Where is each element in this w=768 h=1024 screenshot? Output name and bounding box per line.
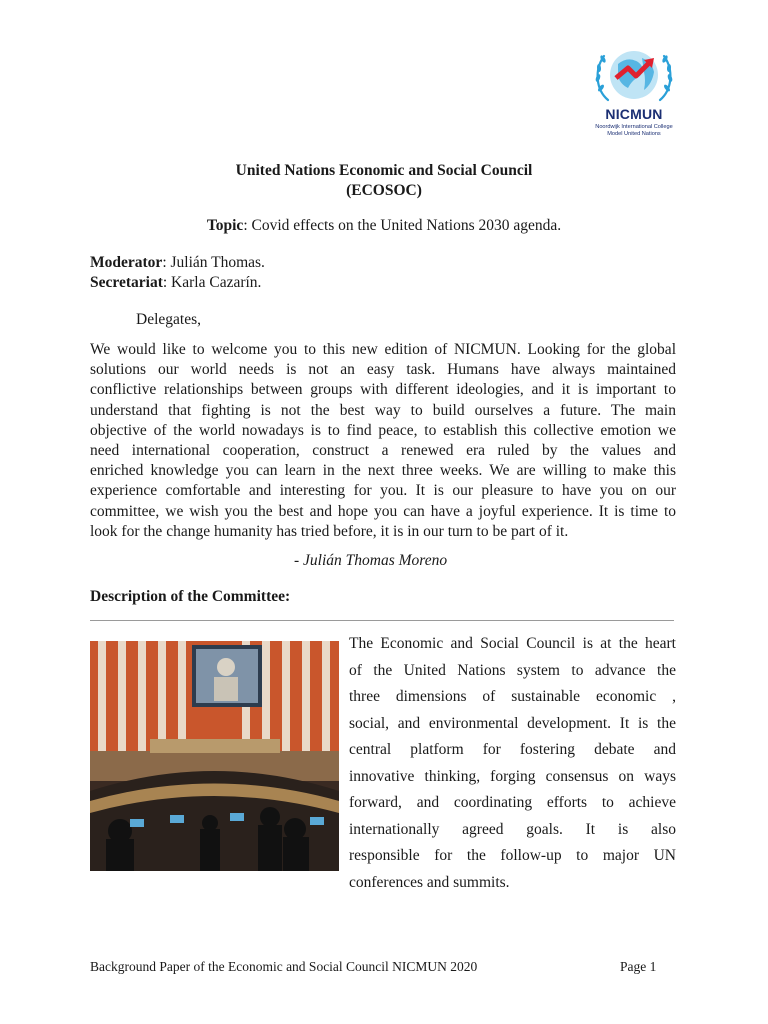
divider — [90, 620, 674, 621]
paragraph-line: We would like to welcome you to this new edition of NICMUN. Looking for the global — [90, 341, 676, 358]
secretariat-value: : Karla Cazarín. — [162, 274, 262, 291]
paragraph-line: experience comfortable and interesting for you. It is our pleasure to have you on our — [90, 482, 676, 500]
welcome-paragraph — [90, 340, 676, 542]
moderator-value: : Julián Thomas. — [162, 254, 265, 271]
paragraph-line: understand that fighting is not the best way to build ourselves a future. The main — [90, 401, 676, 419]
logo-subtitle: Noordwijk International College — [595, 124, 673, 130]
description-line: The Economic and Social Council is at the heart — [349, 635, 676, 652]
description-line: innovative thinking, forging consensus on ways — [349, 767, 676, 785]
paragraph-line: need international cooperation, construct a renewed era ruled by the values and — [90, 441, 676, 459]
secretariat-line — [90, 274, 261, 292]
topic-text: : Covid effects on the United Nations 2030 agenda. — [243, 217, 562, 234]
description-line: internationally agreed goals. It is also — [349, 820, 676, 838]
nicmun-logo — [588, 44, 680, 142]
greeting: Delegates, — [136, 311, 201, 328]
description-line: social, and environmental development. It is the — [349, 714, 676, 732]
topic-label: Topic — [206, 217, 244, 234]
committee-acronym: (ECOSOC) — [346, 182, 422, 199]
paragraph-line: solutions our world needs is not an easy task. Humans have always maintained — [90, 361, 676, 379]
signature: - Julián Thomas Moreno — [294, 552, 448, 569]
globe-wreath-icon — [588, 44, 680, 106]
section-heading: Description of the Committee: — [90, 588, 291, 605]
committee-title: United Nations Economic and Social Council — [235, 162, 533, 179]
description-line: of the United Nations system to advance the — [349, 661, 676, 679]
description-line: central platform for fostering debate and — [349, 741, 676, 758]
paragraph-line: objective of the world nowadays is to find peace, to establish this collective emotion we — [90, 421, 676, 439]
description-line: three dimensions of sustainable economic , — [349, 688, 676, 705]
topic-line — [0, 217, 768, 235]
committee-description — [349, 631, 676, 896]
description-line: forward, and coordinating efforts to achieve — [349, 794, 676, 811]
moderator-line — [90, 254, 265, 272]
description-line: responsible for the follow-up to major UN — [349, 847, 676, 864]
council-chamber-photo — [90, 641, 339, 871]
page-number: Page 1 — [620, 959, 657, 974]
logo-name: NICMUN — [605, 106, 663, 122]
paragraph-line: committee, we wish you the best and hope you can have a joyful experience. It is time to — [90, 502, 676, 520]
moderator-label: Moderator — [90, 254, 163, 271]
paragraph-line: conflictive relationships between groups with different ideologies, and it is important to — [90, 381, 676, 399]
footer-text: Background Paper of the Economic and Social Council NICMUN 2020 — [90, 959, 478, 974]
description-line: conferences and summits. — [349, 873, 510, 891]
secretariat-label: Secretariat — [90, 274, 163, 291]
paragraph-line: enriched knowledge you can learn in the next three weeks. We are willing to make this — [90, 462, 676, 480]
paragraph-line: look for the change humanity has tried before, it is in our turn to be part of it. — [90, 522, 569, 540]
logo-subtitle-2: Model United Nations — [607, 131, 661, 137]
